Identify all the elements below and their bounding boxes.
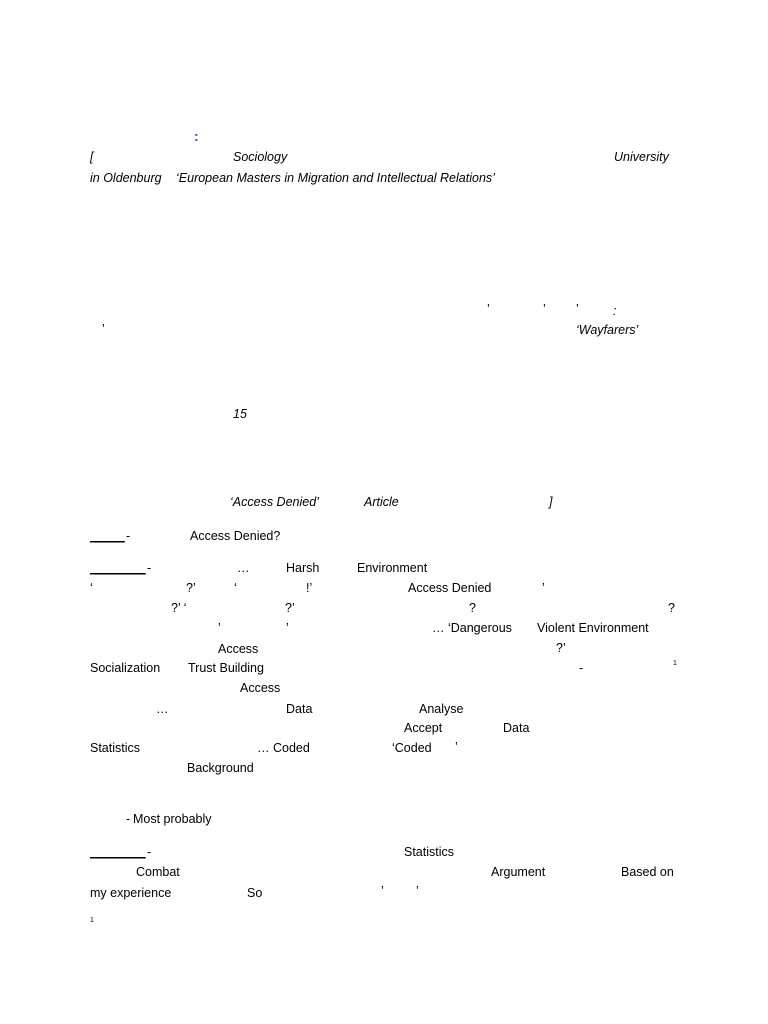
- bracket-close: ]: [549, 495, 553, 509]
- answer1-quote-5: ’: [286, 621, 289, 635]
- answer1-environment: Environment: [357, 561, 428, 575]
- answer2-quote: ’: [381, 884, 384, 898]
- answer1-dangerous: … ‘Dangerous: [432, 621, 512, 635]
- wayfarers-term: ‘Wayfarers’: [576, 323, 639, 337]
- access-denied-term: ‘Access Denied’: [230, 495, 319, 509]
- answer1-exclaim-quote: !’: [306, 581, 313, 595]
- article-term: Article: [364, 495, 399, 509]
- answer1-dash-2: -: [579, 661, 584, 675]
- probably-text: Most probably: [133, 812, 212, 826]
- question-dash: -: [126, 529, 131, 543]
- answer2-dash: -: [147, 845, 152, 859]
- answer1-quote-6: ’: [455, 740, 458, 754]
- answer1-coded-2: ‘Coded: [392, 741, 432, 755]
- answer2-combat: Combat: [136, 865, 180, 879]
- answer1-background: Background: [187, 761, 254, 775]
- answer1-question-quote: ?’: [186, 581, 196, 595]
- intro-city: in Oldenburg: [90, 171, 162, 185]
- answer1-harsh: Harsh: [286, 561, 320, 575]
- intro-field: Sociology: [233, 150, 288, 164]
- quote-mark-3: ’: [576, 302, 579, 316]
- answer1-access-denied: Access Denied: [408, 581, 492, 595]
- question-text: Access Denied?: [190, 529, 281, 543]
- answer1-dash: -: [147, 561, 152, 575]
- answer1-accept: Accept: [404, 721, 443, 735]
- quote-mark-2: ’: [543, 302, 546, 316]
- footnote-reference[interactable]: 1: [673, 660, 677, 667]
- answer1-analyse: Analyse: [419, 702, 464, 716]
- answer2-statistics: Statistics: [404, 845, 455, 859]
- answer2-my-experience: my experience: [90, 886, 172, 900]
- answer1-violent-environment: Violent Environment: [537, 621, 649, 635]
- answer2-argument: Argument: [491, 865, 546, 879]
- header-colon: :: [194, 128, 199, 144]
- intro-bracket-open: [: [90, 150, 94, 164]
- answer1-data: Data: [286, 702, 313, 716]
- answer1-question-pair: ?’ ‘: [171, 601, 187, 615]
- answer1-ellipsis-2: …: [156, 702, 169, 716]
- number-15: 15: [233, 407, 247, 421]
- answer2-quote-2: ’: [416, 884, 419, 898]
- answer1-quote-3: ’: [542, 581, 545, 595]
- answer1-access: Access: [218, 642, 259, 656]
- answer1-blank: ________: [90, 561, 146, 575]
- intro-university: University: [614, 150, 669, 164]
- answer1-quote: ‘: [90, 581, 93, 595]
- answer1-access-2: Access: [240, 681, 281, 695]
- answer1-question-mark: ?: [469, 601, 476, 615]
- question-blank: _____: [90, 529, 125, 543]
- footnote-mark: 1: [90, 917, 94, 924]
- probably-dash: -: [126, 812, 131, 826]
- answer1-quote-2: ‘: [234, 581, 237, 595]
- answer1-data-2: Data: [503, 721, 530, 735]
- answer1-quote-4: ’: [218, 621, 221, 635]
- answer2-so: So: [247, 886, 263, 900]
- answer1-socialization: Socialization: [90, 661, 161, 675]
- quote-mark-4: ’: [102, 322, 105, 336]
- answer1-question-quote-2: ?’: [285, 601, 295, 615]
- answer1-ellipsis: …: [237, 561, 250, 575]
- answer1-trust-building: Trust Building: [188, 661, 264, 675]
- answer1-question-quote-3: ?’: [556, 641, 566, 655]
- quote-mark-1: ’: [487, 302, 490, 316]
- answer1-question-mark-2: ?: [668, 601, 675, 615]
- answer1-coded: … Coded: [257, 741, 310, 755]
- quote-colon: :: [613, 304, 617, 318]
- answer2-blank: ________: [90, 845, 146, 859]
- answer2-based-on: Based on: [621, 865, 674, 879]
- intro-program: ‘European Masters in Migration and Intellectual Relations’: [176, 171, 495, 185]
- answer1-statistics: Statistics: [90, 741, 141, 755]
